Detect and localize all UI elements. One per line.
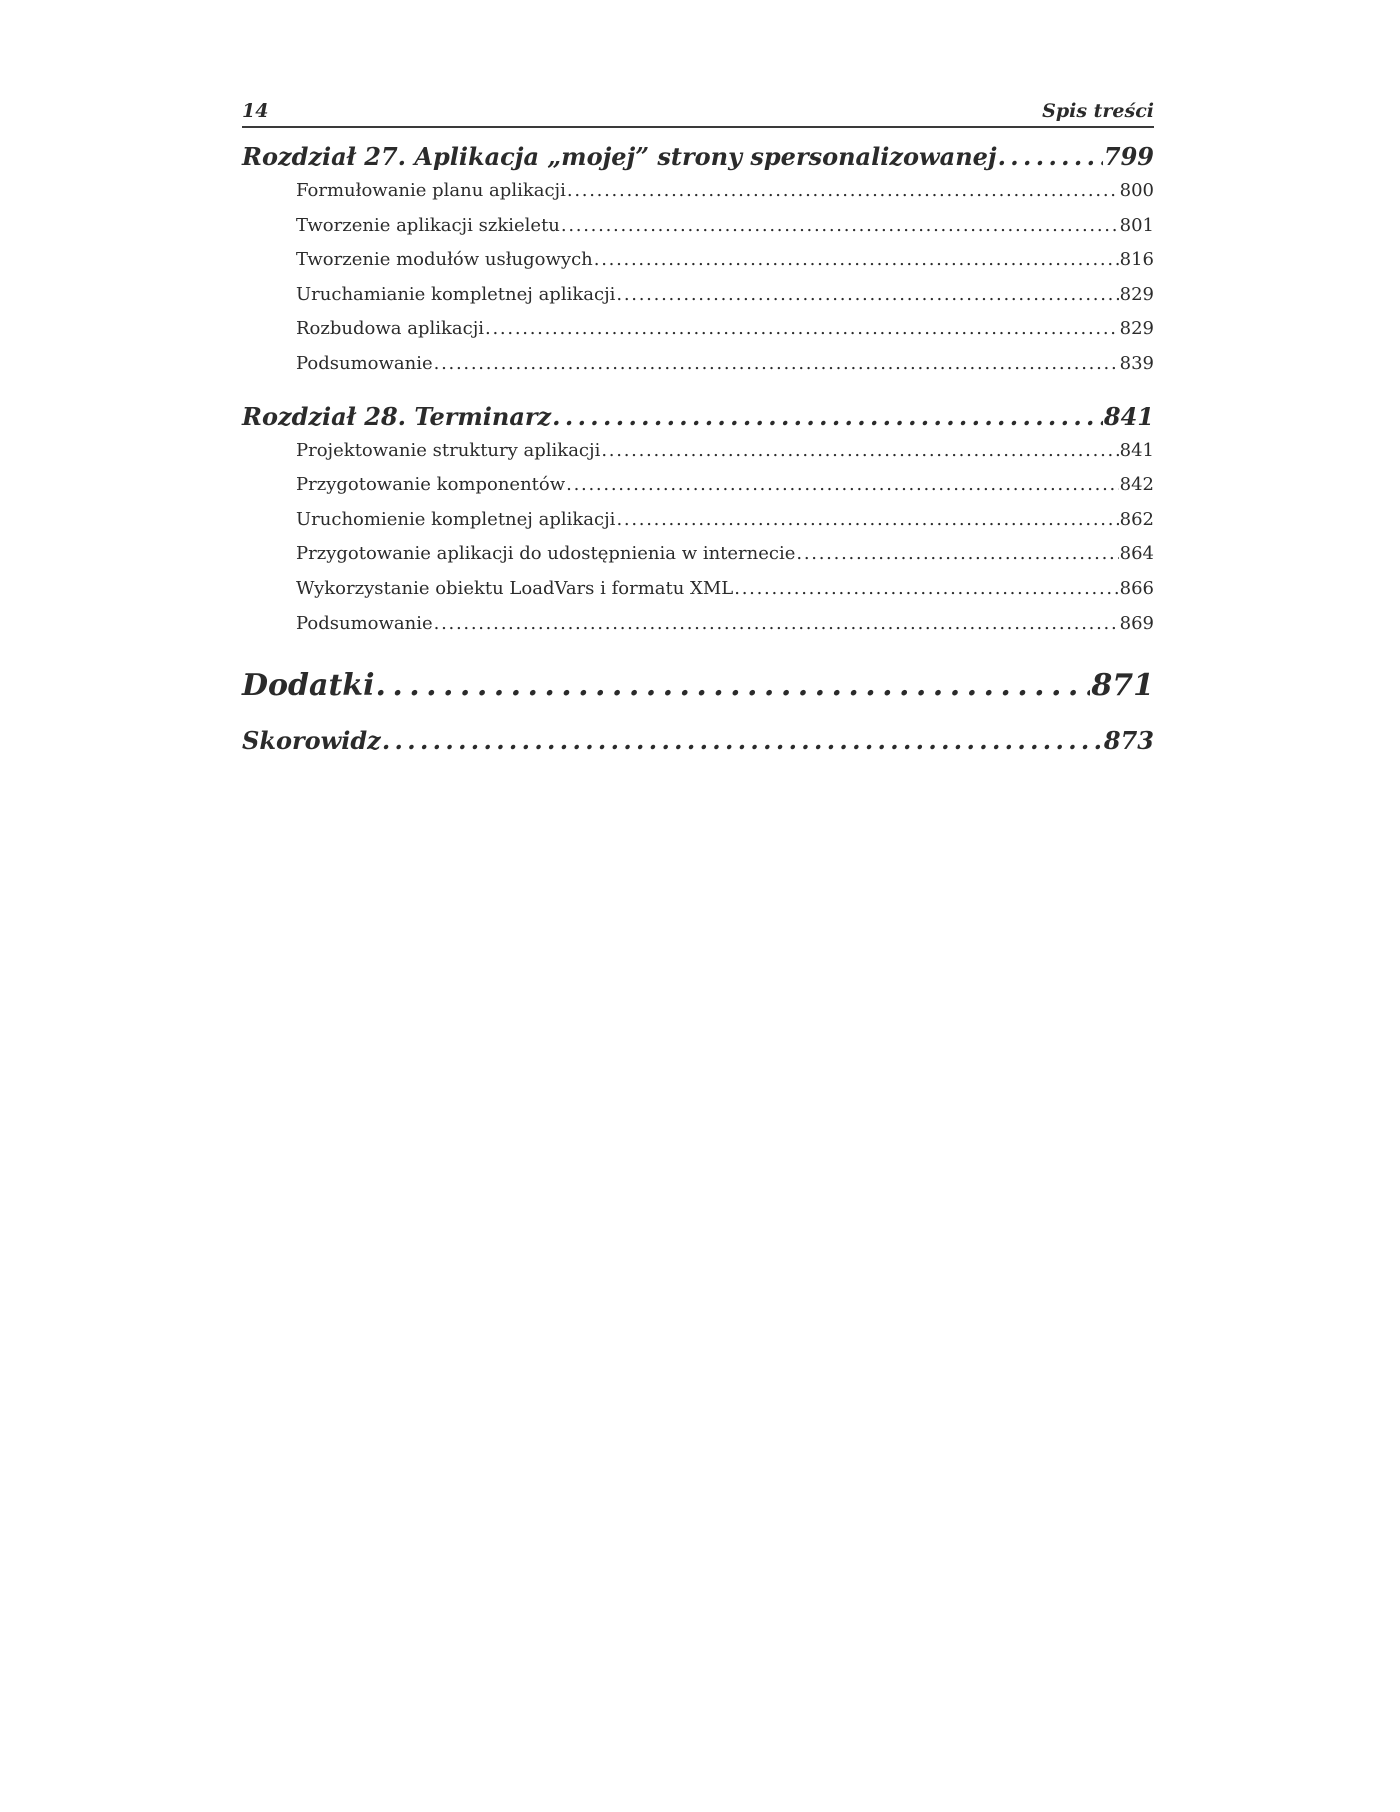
part-title: Dodatki — [242, 668, 375, 704]
section-title: Uruchomienie kompletnej aplikacji — [296, 508, 616, 530]
section-page: 869 — [1119, 612, 1154, 634]
chapter-title: Rozdział 27. Aplikacja „mojej” strony spersonalizowanej — [242, 142, 997, 171]
dot-leader — [434, 347, 1119, 382]
section-title: Wykorzystanie obiektu LoadVars i formatu XML — [296, 577, 734, 599]
dot-leader — [616, 278, 1118, 313]
toc-section[interactable] — [242, 537, 1154, 572]
dot-leader — [567, 174, 1119, 209]
dot-leader — [998, 140, 1103, 174]
dot-leader — [796, 537, 1118, 572]
section-title: Przygotowanie komponentów — [296, 474, 566, 496]
toc-section[interactable] — [242, 312, 1154, 347]
dot-leader — [561, 209, 1119, 244]
toc-section[interactable] — [242, 174, 1154, 209]
dot-leader — [601, 434, 1118, 469]
chapter-page: 799 — [1103, 142, 1154, 171]
section-title: Uruchamianie kompletnej aplikacji — [296, 283, 616, 305]
index-page: 873 — [1103, 726, 1154, 756]
section-page: 800 — [1119, 180, 1154, 201]
dot-leader — [434, 607, 1119, 642]
section-page: 862 — [1119, 508, 1154, 530]
section-page: 816 — [1119, 249, 1154, 271]
section-page: 829 — [1119, 318, 1154, 340]
section-page: 839 — [1119, 352, 1154, 374]
part-page: 871 — [1091, 668, 1154, 704]
index-title: Skorowidz — [242, 726, 381, 756]
dot-leader — [616, 503, 1118, 538]
section-title: Podsumowanie — [296, 352, 433, 374]
section-title: Tworzenie aplikacji szkieletu — [296, 214, 560, 236]
dot-leader — [485, 312, 1119, 347]
toc-index[interactable] — [242, 721, 1154, 761]
page-number: 14 — [242, 100, 269, 122]
section-title: Podsumowanie — [296, 612, 433, 634]
toc-appendices[interactable] — [242, 663, 1154, 709]
toc-section[interactable] — [242, 607, 1154, 642]
toc-page — [242, 96, 1154, 761]
toc-section[interactable] — [242, 434, 1154, 469]
section-title: Projektowanie struktury aplikacji — [296, 439, 601, 461]
toc-section[interactable] — [242, 209, 1154, 244]
toc-section[interactable] — [242, 243, 1154, 278]
section-title: Tworzenie modułów usługowych — [296, 249, 593, 271]
toc-section[interactable] — [242, 503, 1154, 538]
section-page: 829 — [1119, 283, 1154, 305]
section-page: 801 — [1119, 214, 1154, 236]
toc-chapter-27[interactable] — [242, 140, 1154, 174]
page-header — [242, 96, 1154, 128]
section-page: 842 — [1119, 474, 1154, 496]
dot-leader — [734, 572, 1118, 607]
toc-section[interactable] — [242, 347, 1154, 382]
chapter-page: 841 — [1103, 401, 1154, 431]
toc-section[interactable] — [242, 278, 1154, 313]
section-title: Formułowanie planu aplikacji — [296, 180, 566, 201]
dot-leader — [375, 663, 1090, 709]
section-page: 864 — [1119, 543, 1154, 565]
section-page: 841 — [1119, 439, 1154, 461]
toc-section[interactable] — [242, 468, 1154, 503]
dot-leader — [566, 468, 1118, 503]
toc-section[interactable] — [242, 572, 1154, 607]
chapter-title: Rozdział 28. Terminarz — [242, 401, 552, 431]
running-title: Spis treści — [1042, 100, 1154, 122]
section-page: 866 — [1119, 577, 1154, 599]
section-title: Przygotowanie aplikacji do udostępnienia w internecie — [296, 543, 796, 565]
dot-leader — [594, 243, 1119, 278]
toc-chapter-28[interactable] — [242, 400, 1154, 434]
section-title: Rozbudowa aplikacji — [296, 318, 485, 340]
dot-leader — [552, 400, 1103, 434]
dot-leader — [382, 721, 1103, 761]
